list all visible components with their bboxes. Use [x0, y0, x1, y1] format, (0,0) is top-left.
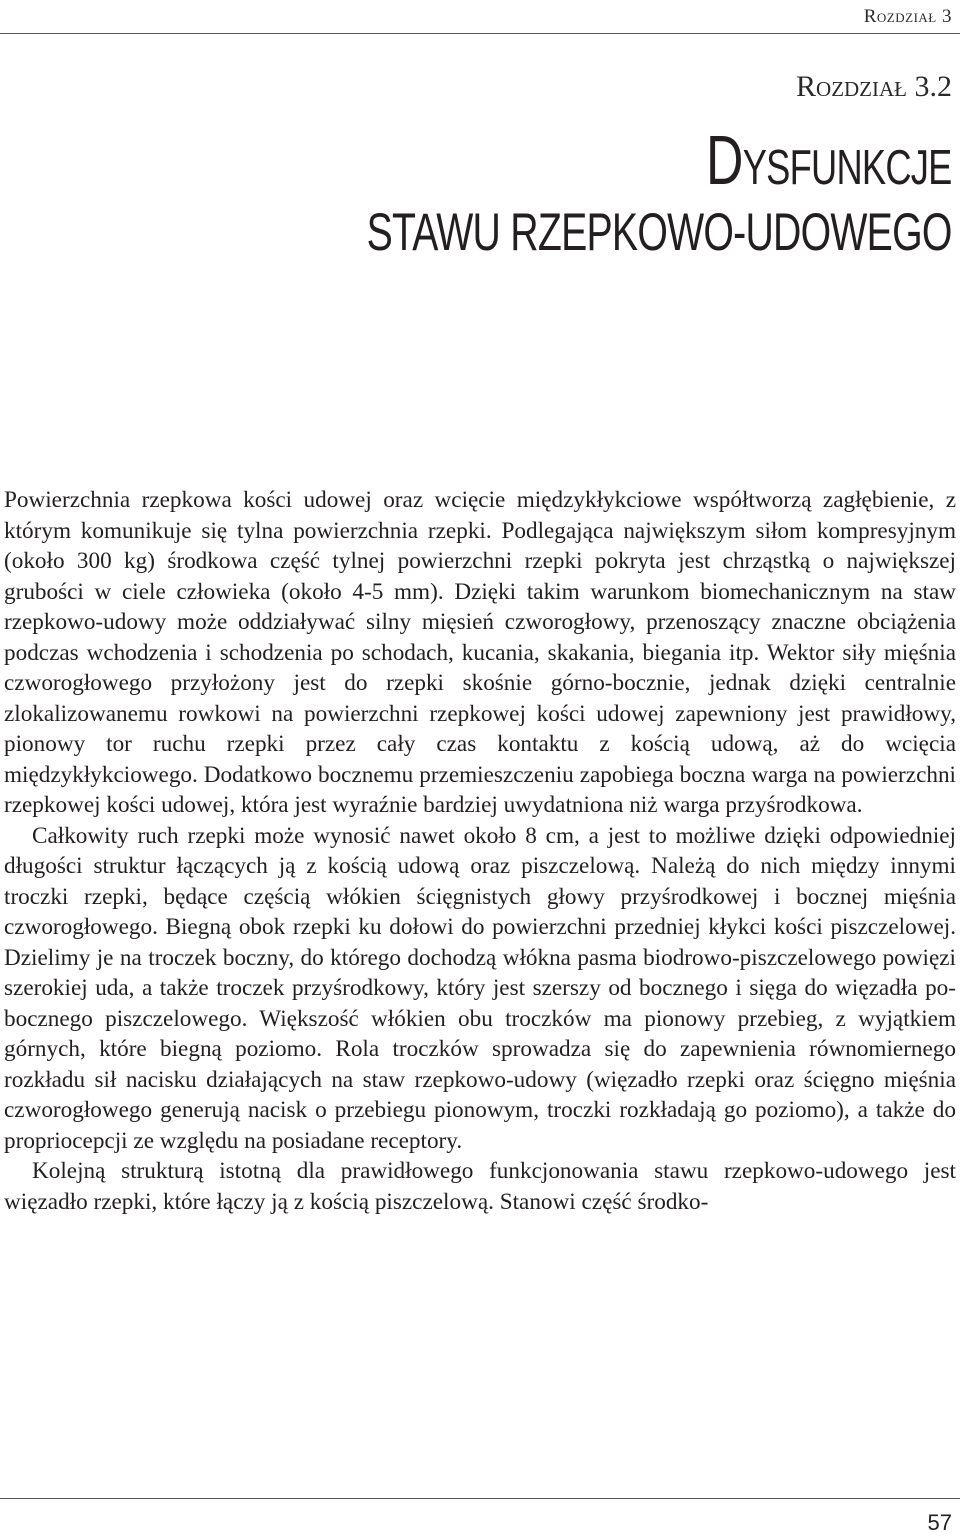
- paragraph-2: Całkowity ruch rzepki może wynosić nawet około 8 cm, a jest to możliwe dzięki odpowiedniej długości struktur łączących ją z kością udową oraz piszczelową. Należą do nich między innymi troczki rzepki, będące częścią włókien ścięgnistych głowy przyśrodkowej i bocznej mięśnia czworogłowego. Biegną obok rzepki ku dołowi do powierzchni przedniej kłykci kości piszczelowej. Dzielimy je na troczek boczny, do którego dochodzą włókna pasma biodrowo-piszczelowego powięzi szerokiej uda, a także troczek przyśrodkowy, który jest szerszy od bocznego i sięga do więzadła pobocznego piszczelowego. Większość włókien obu troczków ma pionowy przebieg, z wyjątkiem górnych, które biegną poziomo. Rola troczków sprowadza się do zapewnienia równomiernego rozkładu sił nacisku działających na staw rzepkowo-udowy (więzadło rzepki oraz ścięgno mięśnia czworogłowego generują nacisk o przebiegu pionowym, troczki rozkładają go poziomo), a także do propriocepcji ze względu na posiadane receptory.: [4, 822, 956, 1154]
- chapter-title: [367, 118, 952, 264]
- footer-rule: [0, 1498, 960, 1499]
- running-head: Rozdział 3: [863, 6, 952, 27]
- body-text: [4, 485, 956, 1217]
- chapter-title-line-1: Dysfunkcje: [706, 121, 952, 199]
- paragraph-1: Powierzchnia rzepkowa kości udowej oraz wcięcie międzykłykciowe współtworzą zagłębienie, z którym komunikuje się tylna powierzchnia rzepki. Podlegająca największym siłom kompresyjnym (około 300 kg) środkowa część tylnej powierzchni rzepki pokryta jest chrząstką o największej grubości w ciele człowieka (około 4-5 mm). Dzięki takim warunkom biomechanicznym na staw rzepkowo-udowy może oddziaływać silny mięsień czworogłowy, przenoszący znaczne obciążenia podczas wchodzenia i schodzenia po schodach, kucania, skakania, biegania itp. Wektor siły mięśnia czworogłowego przyłożony jest do rzepki skośnie górno-bocznie, jednak dzięki centralnie zlokalizowanemu rowkowi na powierzchni rzepkowej kości udowej zapewniony jest prawidłowy, pionowy tor ruchu rzepki przez cały czas kontaktu z kością udową, aż do wcięcia międzykłykciowego. Dodatkowo bocznemu przemieszczeniu zapobiega boczna warga na powierzchni rzepkowej kości udowej, która jest wyraźnie bardziej uwydatniona niż warga przyśrodkowa.: [4, 487, 956, 818]
- header-rule: [0, 33, 960, 34]
- chapter-title-line-2: STAWU RZEPKOWO-UDOWEGO: [366, 203, 952, 262]
- page-number: 57: [927, 1510, 952, 1535]
- chapter-number: Rozdział 3.2: [796, 70, 952, 103]
- paragraph-3: Kolejną strukturą istotną dla prawidłowego funkcjonowania stawu rzepkowo-udowego jest więzadło rzepki, które łączy ją z kością piszczelową. Stanowi część środko-: [4, 1158, 956, 1215]
